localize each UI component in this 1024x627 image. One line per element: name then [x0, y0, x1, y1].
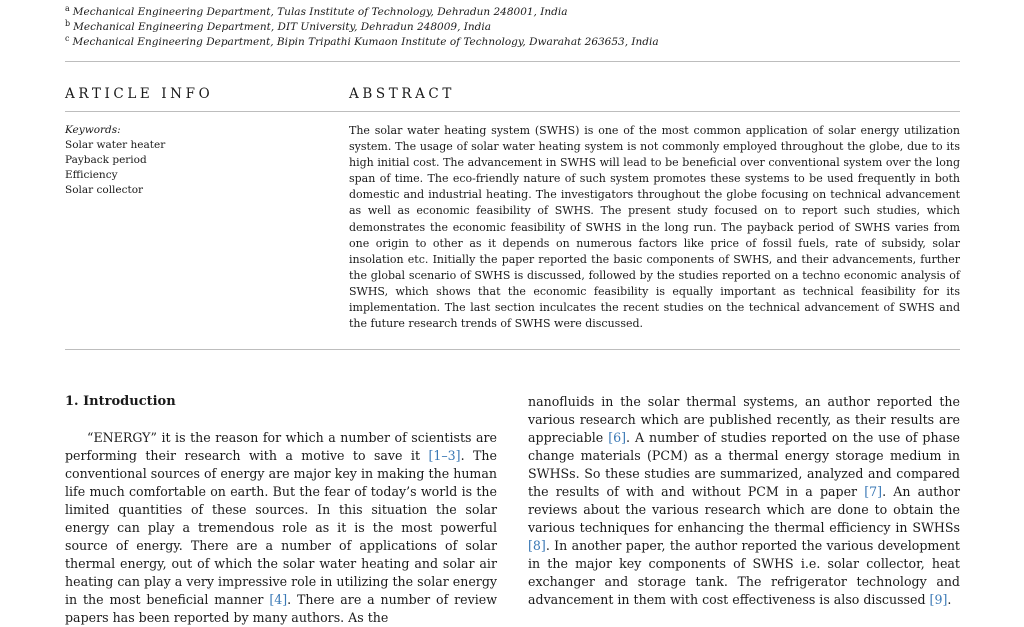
affiliation-text: Mechanical Engineering Department, DIT University, Dehradun 248009, India: [73, 21, 492, 33]
citation-link[interactable]: [7]: [864, 484, 883, 499]
keywords-label: Keywords:: [65, 124, 121, 136]
divider-top: [65, 61, 960, 62]
body-text: .: [947, 592, 952, 607]
abstract-text: The solar water heating system (SWHS) is one of the most common application of solar energy utilization system. The usage of solar water heating system is not commonly employed throughout the globe, due to its high initial cost. The advancement in SWHS will lead to be beneficial over conventional system over the long span of time. The eco-friendly nature of such system promotes these systems to be used frequently in both domestic and industrial heating. The investigators throughout the globe focusing on technical advancement as well as economic feasibility of SWHS. The present study focused on to report such studies, which demonstrates the economic feasibility of SWHS in the long run. The payback period of SWHS varies from one origin to other as it depends on numerous factors like price of fossil fuels, rate of subsidy, solar insolation etc. Initially the paper reported the basic components of SWHS, and their advancements, further the global scenario of SWHS is discussed, followed by the studies reported on a techno economic analysis of SWHS, which shows that the economic feasibility is equally important as technical feasibility for its implementation. The last section inculcates the recent studies on the technical advancement of SWHS and the future research trends of SWHS were discussed.: [349, 124, 960, 331]
keyword-item: Solar collector: [65, 184, 144, 196]
divider-info-left: [65, 111, 960, 112]
body-column-left: [65, 429, 497, 627]
affiliation-mark: a: [65, 4, 70, 13]
body-text: . The conventional sources of energy are major key in making the human life much comfortable on earth. But the fear of today’s world is the limited quantities of these sources. In this situation the solar energy can play a tremendous role as it is the most powerful source of energy. There are a number of applications of solar thermal energy, out of which the solar water heating and solar air heating can play a very impressive role in utilizing the solar energy in the most beneficial manner: [65, 448, 497, 607]
body-text: . An author reviews about the various research which are done to obtain the various techniques for enhancing the thermal efficiency in SWHSs: [528, 484, 961, 535]
citation-link[interactable]: [9]: [929, 592, 948, 607]
body-text: . There are a number of review papers has been reported by many authors. As the: [65, 592, 497, 625]
divider-bottom: [65, 349, 960, 350]
keyword-item: Payback period: [65, 154, 147, 166]
affiliation-text: Mechanical Engineering Department, Bipin Tripathi Kumaon Institute of Technology, Dwarahat 263653, India: [72, 36, 659, 48]
citation-link[interactable]: [6]: [608, 430, 627, 445]
citation-link[interactable]: [8]: [528, 538, 546, 553]
body-column-right: [528, 393, 960, 609]
keywords-block: [65, 123, 315, 198]
body-text: nanofluids in the solar thermal systems, an author reported the various research which are published recently, as their results are appreciable: [528, 394, 960, 445]
citation-link[interactable]: [4]: [269, 592, 288, 607]
abstract-heading: ABSTRACT: [349, 86, 455, 102]
citation-link[interactable]: [1–3]: [428, 448, 461, 463]
introduction-heading: 1. Introduction: [65, 394, 176, 409]
article-info-heading: ARTICLE INFO: [65, 86, 214, 102]
body-text: . A number of studies reported on the use of phase change materials (PCM) as a thermal energy storage medium in SWHSs. So these studies are summarized, analyzed and compared the results of with and without PCM in a paper: [528, 430, 961, 499]
affiliation-text: Mechanical Engineering Department, Tulas Institute of Technology, Dehradun 248001, India: [72, 6, 568, 18]
keyword-item: Solar water heater: [65, 139, 166, 151]
body-text: . In another paper, the author reported the various development in the major key components of SWHS i.e. solar collector, heat exchanger and storage tank. The refrigerator technology and advancement in them with cost effectiveness is also discussed: [528, 538, 960, 607]
affiliation-mark: b: [65, 19, 71, 28]
affiliation-c: [65, 32, 659, 49]
body-text: “ENERGY” it is the reason for which a number of scientists are performing their research with a motive to save it: [65, 430, 497, 463]
keyword-item: Efficiency: [65, 169, 118, 181]
affiliation-mark: c: [65, 34, 70, 43]
